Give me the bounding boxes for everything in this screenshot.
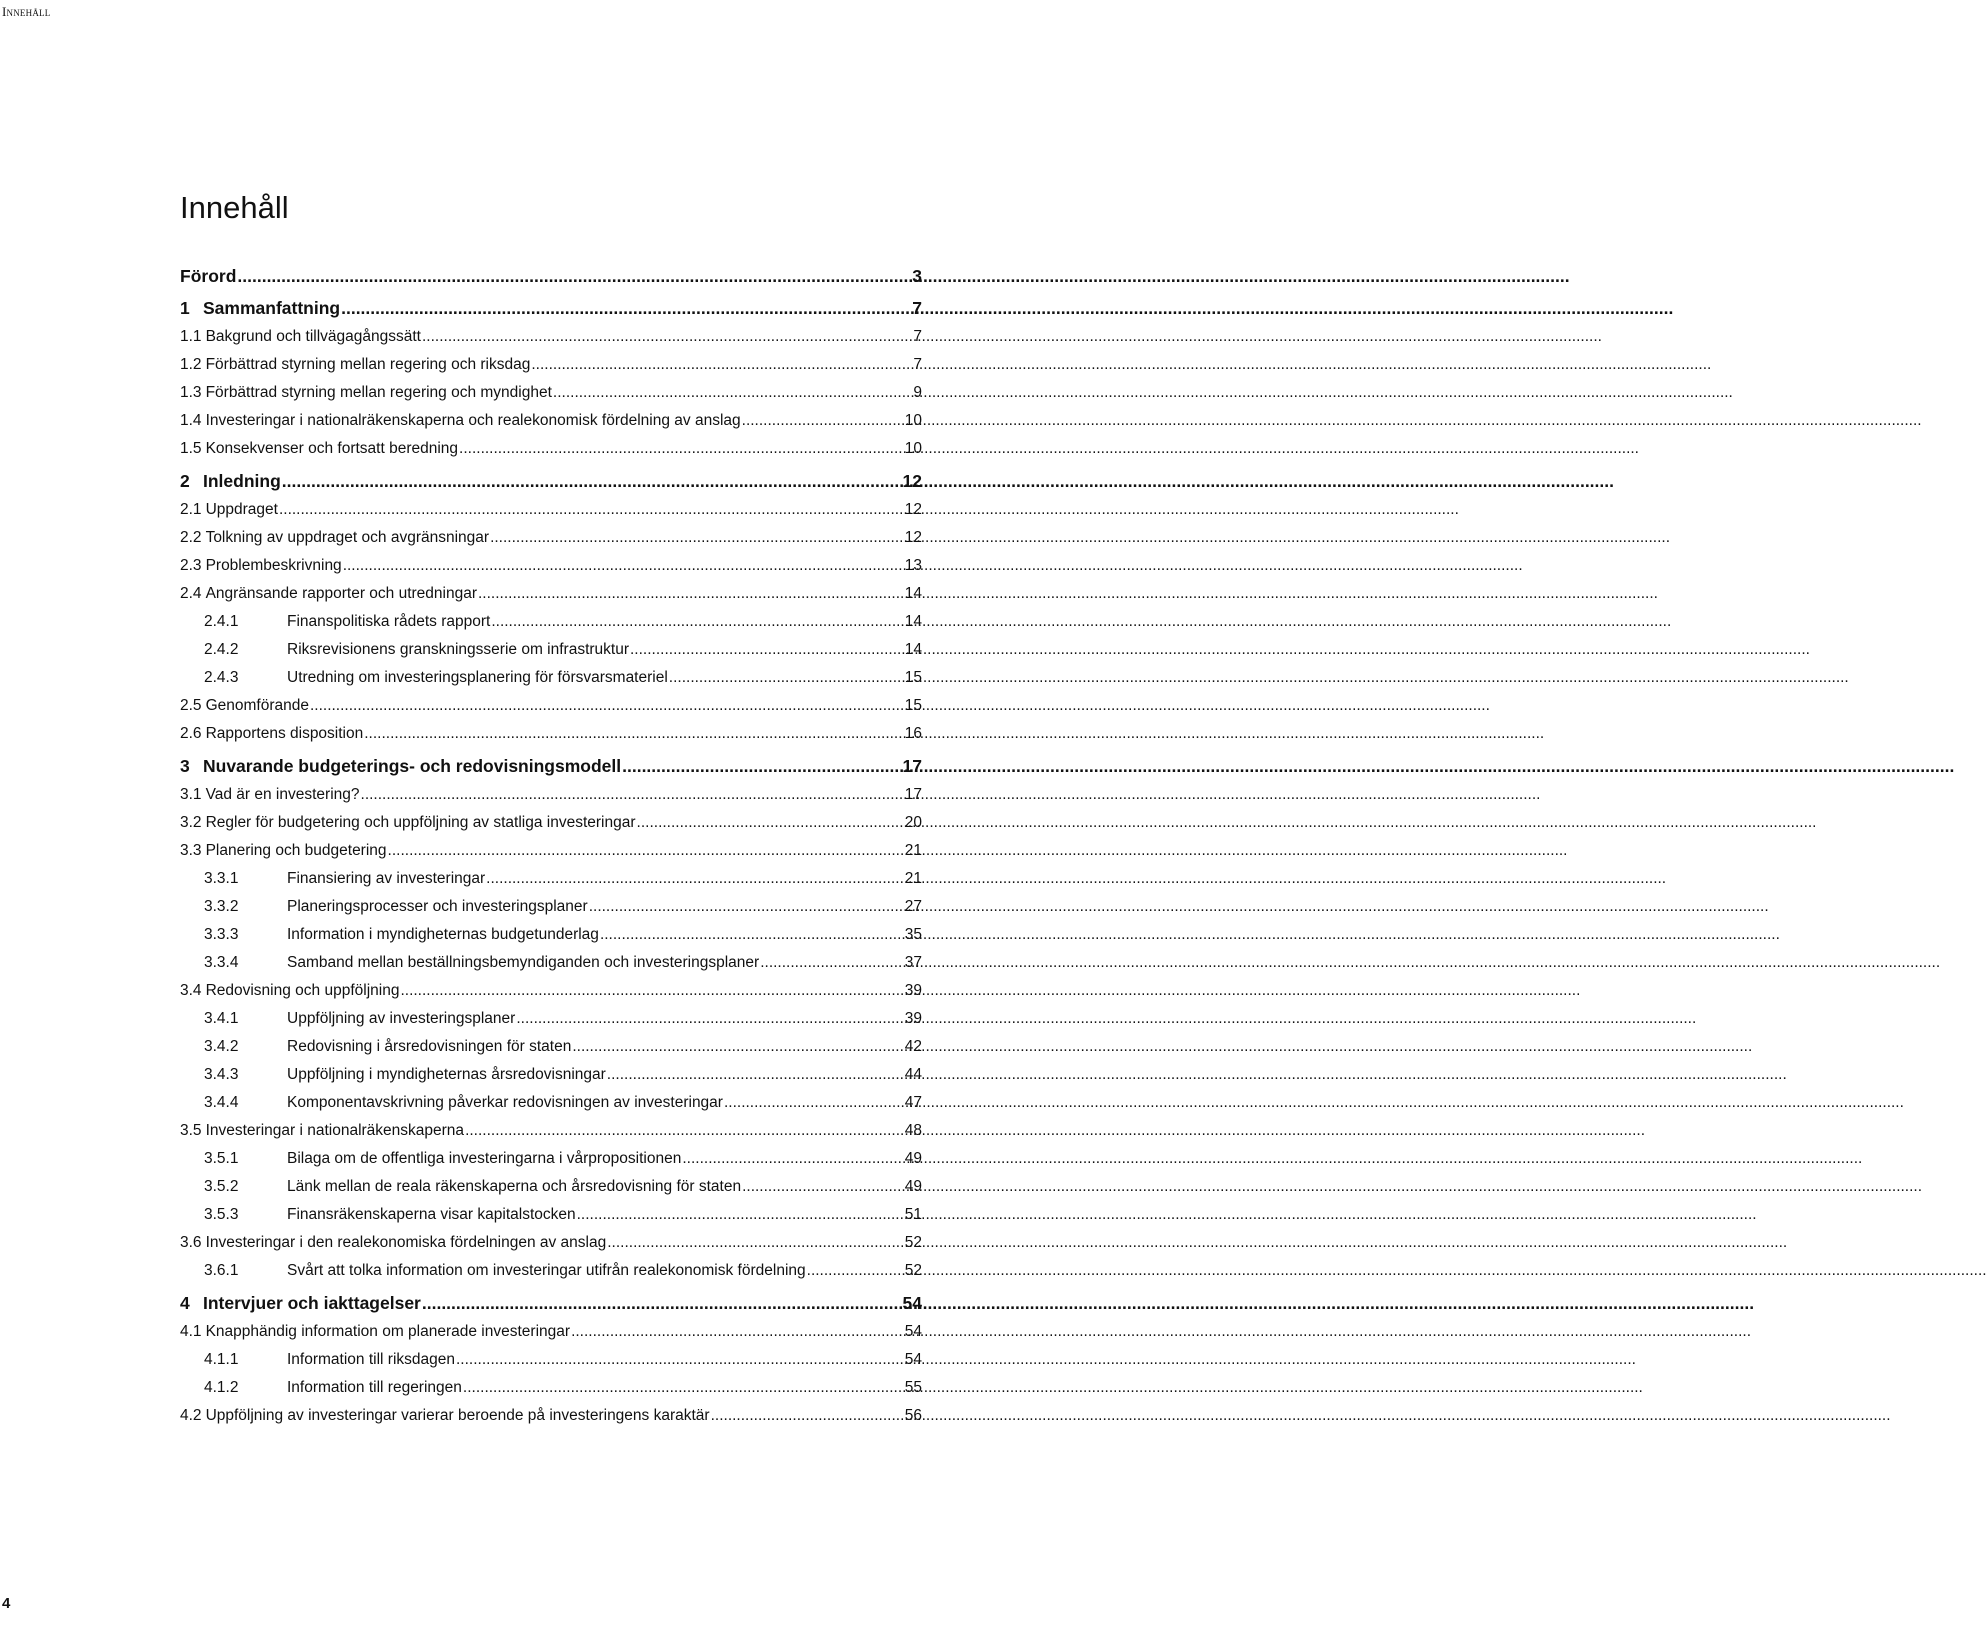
toc-entry[interactable] (180, 921, 922, 949)
toc-entry-number: 1.4 (180, 412, 202, 429)
toc-entry-label: Vad är en investering? (205, 786, 360, 803)
toc-entry-label: Intervjuer och iakttagelser (203, 1293, 421, 1313)
toc-entry-number: 3.5.2 (204, 1178, 239, 1195)
toc-entry[interactable] (180, 351, 922, 379)
dot-leader (456, 1346, 904, 1374)
toc-entry-number: 2.4.3 (204, 669, 239, 686)
toc-entry-label: Riksrevisionens granskningsserie om infrastruktur (287, 641, 629, 658)
toc-entry-page: 15 (904, 697, 922, 714)
toc-entry-page: 7 (913, 356, 922, 373)
toc-entry-label: Investeringar i den realekonomiska fördelningen av anslag (205, 1234, 607, 1251)
toc-entry-label: Regler för budgetering och uppföljning av statliga investeringar (205, 814, 636, 831)
toc-entry-number: 3.3 (180, 842, 202, 859)
dot-leader (516, 1005, 903, 1033)
toc-entry-page: 14 (904, 641, 922, 658)
toc-entry-label: Finansräkenskaperna visar kapitalstocken (287, 1206, 576, 1223)
dot-leader (622, 751, 901, 781)
dot-leader (637, 809, 904, 837)
toc-entry-page: 52 (904, 1262, 922, 1279)
toc-entry-label: Konsekvenser och fortsatt beredning (205, 440, 459, 457)
toc-entry-number: 4.2 (180, 1407, 202, 1424)
toc-entry-label: Svårt att tolka information om investeringar utifrån realekonomisk fördelning (287, 1262, 806, 1279)
toc-entry-page: 51 (904, 1206, 922, 1223)
dot-leader (422, 323, 912, 351)
toc-entry-number: 4.1.1 (204, 1351, 239, 1368)
toc-entry-page: 21 (904, 870, 922, 887)
toc-entry-label: Uppföljning av investeringar varierar beroende på investeringens karaktär (205, 1407, 710, 1424)
toc-entry-label: Information till riksdagen (287, 1351, 455, 1368)
toc-entry-number: 3.4.2 (204, 1038, 239, 1055)
toc-entry-number: 2.4.2 (204, 641, 239, 658)
toc-entry-number: 3.3.2 (204, 898, 239, 915)
toc-entry-page: 27 (904, 898, 922, 915)
dot-leader (553, 379, 912, 407)
toc-entry-page: 49 (904, 1150, 922, 1167)
toc-entry[interactable] (180, 1288, 922, 1318)
toc-entry[interactable] (180, 496, 922, 524)
toc-entry[interactable] (180, 837, 922, 865)
dot-leader (465, 1117, 904, 1145)
toc-entry-label: Redovisning i årsredovisningen för staten (287, 1038, 572, 1055)
dot-leader (589, 893, 904, 921)
toc-entry[interactable] (180, 323, 922, 351)
toc-entry-label: Uppdraget (205, 501, 278, 518)
toc-entry-page: 14 (904, 613, 922, 630)
dot-leader (669, 664, 904, 692)
toc-entry[interactable] (180, 977, 922, 1005)
toc-entry-number: 2.4 (180, 585, 202, 602)
toc-entry-label: Förbättrad styrning mellan regering och myndighet (205, 384, 552, 401)
toc-entry-page: 56 (904, 1407, 922, 1424)
dot-leader (388, 837, 904, 865)
toc-entry-label: Förord (180, 266, 237, 286)
dot-leader (361, 781, 904, 809)
toc-entry-label: Finanspolitiska rådets rapport (287, 613, 491, 630)
toc-entry-page: 54 (904, 1323, 922, 1340)
dot-leader (742, 407, 904, 435)
toc-entry-page: 42 (904, 1038, 922, 1055)
toc-entry[interactable] (180, 435, 922, 463)
dot-leader (459, 435, 904, 463)
toc-entry-page: 55 (904, 1379, 922, 1396)
toc-entry[interactable] (180, 580, 922, 608)
dot-leader (760, 949, 904, 977)
toc-entry-label: Information till regeringen (287, 1379, 462, 1396)
dot-leader (341, 293, 911, 323)
toc-entry[interactable] (180, 949, 922, 977)
toc-entry-number: 2.3 (180, 557, 202, 574)
toc-entry-number: 3.4 (180, 982, 202, 999)
toc-entry[interactable] (180, 1033, 922, 1061)
dot-leader (572, 1033, 903, 1061)
toc-entry-page: 49 (904, 1178, 922, 1195)
toc-entry-number: 3.1 (180, 786, 202, 803)
toc-entry-page: 7 (913, 328, 922, 345)
dot-leader (531, 351, 912, 379)
toc-entry-page: 21 (904, 842, 922, 859)
toc-entry-label: Rapportens disposition (205, 725, 364, 742)
toc-entry-page: 3 (912, 266, 922, 286)
dot-leader (364, 720, 904, 748)
toc-entry-page: 17 (902, 756, 922, 776)
toc-entry-number: 2.1 (180, 501, 202, 518)
dot-leader (486, 865, 904, 893)
dot-leader (310, 692, 904, 720)
toc-entry-label: Investeringar i nationalräkenskaperna och realekonomisk fördelning av anslag (205, 412, 741, 429)
toc-entry-number: 3.6.1 (204, 1262, 239, 1279)
toc-entry-label: Länk mellan de reala räkenskaperna och årsredovisning för staten (287, 1178, 742, 1195)
toc-entry[interactable] (180, 1257, 922, 1285)
toc-entry-label: Investeringar i nationalräkenskaperna (205, 1122, 465, 1139)
toc-entry-page: 54 (904, 1351, 922, 1368)
table-of-contents (180, 262, 922, 1430)
dot-leader (742, 1173, 904, 1201)
toc-entry-number: 3.4.3 (204, 1066, 239, 1083)
toc-entry[interactable] (180, 865, 922, 893)
toc-entry-page: 48 (904, 1122, 922, 1139)
toc-entry[interactable] (180, 524, 922, 552)
dot-leader (630, 636, 904, 664)
toc-entry-page: 12 (902, 471, 922, 491)
dot-leader (491, 608, 903, 636)
toc-entry[interactable] (180, 1089, 922, 1117)
dot-leader (600, 921, 904, 949)
toc-entry-page: 37 (904, 954, 922, 971)
toc-entry-number: 3.4.1 (204, 1010, 239, 1027)
toc-entry-page: 35 (904, 926, 922, 943)
toc-entry-label: Utredning om investeringsplanering för försvarsmateriel (287, 669, 668, 686)
dot-leader (343, 552, 904, 580)
toc-entry-number: 4.1 (180, 1323, 202, 1340)
toc-entry[interactable] (180, 466, 922, 496)
toc-entry[interactable] (180, 893, 922, 921)
dot-leader (577, 1201, 904, 1229)
toc-entry-page: 17 (904, 786, 922, 803)
toc-entry-number: 1.3 (180, 384, 202, 401)
toc-entry-number: 2.2 (180, 529, 202, 546)
toc-entry-number: 2.4.1 (204, 613, 239, 630)
toc-entry-label: Redovisning och uppföljning (205, 982, 400, 999)
dot-leader (279, 496, 904, 524)
toc-entry-page: 39 (904, 1010, 922, 1027)
toc-entry[interactable] (180, 1229, 922, 1257)
running-header: Innehåll (2, 4, 51, 19)
toc-entry-page: 54 (902, 1293, 922, 1313)
toc-entry[interactable] (180, 1005, 922, 1033)
toc-entry-label: Problembeskrivning (205, 557, 342, 574)
toc-entry-number: 2 (180, 471, 190, 491)
toc-entry-label: Förbättrad styrning mellan regering och riksdag (205, 356, 531, 373)
toc-entry-page: 52 (904, 1234, 922, 1251)
toc-entry-number: 2.6 (180, 725, 202, 742)
toc-entry-number: 1.5 (180, 440, 202, 457)
toc-entry[interactable] (180, 552, 922, 580)
toc-entry[interactable] (180, 809, 922, 837)
toc-entry-page: 20 (904, 814, 922, 831)
toc-entry-label: Bilaga om de offentliga investeringarna i vårpropositionen (287, 1150, 682, 1167)
toc-entry-label: Bakgrund och tillvägagångssätt (205, 328, 421, 345)
toc-entry[interactable] (180, 1061, 922, 1089)
toc-entry-page: 14 (904, 585, 922, 602)
toc-entry-label: Sammanfattning (203, 298, 341, 318)
toc-entry[interactable] (180, 751, 922, 781)
toc-entry-label: Information i myndigheternas budgetunderlag (287, 926, 599, 943)
dot-leader (724, 1089, 904, 1117)
toc-entry[interactable] (180, 379, 922, 407)
toc-entry-label: Planering och budgetering (205, 842, 387, 859)
toc-entry[interactable] (180, 1201, 922, 1229)
toc-entry-number: 3.5.3 (204, 1206, 239, 1223)
page-number: 4 (2, 1595, 11, 1612)
toc-entry[interactable] (180, 1402, 922, 1430)
toc-entry-page: 13 (904, 557, 922, 574)
toc-entry-page: 9 (913, 384, 922, 401)
toc-entry[interactable] (180, 664, 922, 692)
toc-entry-label: Genomförande (205, 697, 309, 714)
dot-leader (490, 524, 904, 552)
toc-entry[interactable] (180, 1346, 922, 1374)
dot-leader (571, 1318, 904, 1346)
toc-entry-number: 4.1.2 (204, 1379, 239, 1396)
dot-leader (237, 262, 911, 290)
toc-entry-number: 3.3.3 (204, 926, 239, 943)
toc-entry-number: 3.5.1 (204, 1150, 239, 1167)
toc-entry[interactable] (180, 1173, 922, 1201)
toc-entry-number: 3.5 (180, 1122, 202, 1139)
dot-leader (400, 977, 903, 1005)
toc-entry-page: 16 (904, 725, 922, 742)
toc-entry-label: Knapphändig information om planerade investeringar (205, 1323, 571, 1340)
dot-leader (478, 580, 904, 608)
toc-entry-label: Nuvarande budgeterings- och redovisningsmodell (203, 756, 622, 776)
toc-entry[interactable] (180, 1145, 922, 1173)
toc-entry-label: Samband mellan beställningsbemyndiganden och investeringsplaner (287, 954, 760, 971)
toc-entry-page: 44 (904, 1066, 922, 1083)
toc-entry-page: 12 (904, 529, 922, 546)
toc-entry-page: 12 (904, 501, 922, 518)
toc-entry-page: 39 (904, 982, 922, 999)
toc-entry-number: 1 (180, 298, 190, 318)
page-title: Innehåll (180, 190, 289, 225)
dot-leader (711, 1402, 904, 1430)
toc-entry-page: 47 (904, 1094, 922, 1111)
toc-entry[interactable] (180, 293, 922, 323)
toc-entry[interactable] (180, 1117, 922, 1145)
toc-entry[interactable] (180, 1374, 922, 1402)
dot-leader (463, 1374, 904, 1402)
toc-entry-page: 10 (904, 440, 922, 457)
toc-entry-label: Uppföljning av investeringsplaner (287, 1010, 516, 1027)
dot-leader (282, 466, 902, 496)
toc-entry[interactable] (180, 1318, 922, 1346)
toc-entry-number: 4 (180, 1293, 190, 1313)
toc-entry-page: 10 (904, 412, 922, 429)
dot-leader (682, 1145, 903, 1173)
toc-entry-number: 2.5 (180, 697, 202, 714)
toc-entry-page: 7 (912, 298, 922, 318)
toc-entry-label: Angränsande rapporter och utredningar (205, 585, 477, 602)
toc-entry[interactable] (180, 720, 922, 748)
toc-entry-label: Finansiering av investeringar (287, 870, 486, 887)
dot-leader (422, 1288, 902, 1318)
toc-entry-number: 3.4.4 (204, 1094, 239, 1111)
toc-entry[interactable] (180, 262, 922, 290)
toc-entry-label: Uppföljning i myndigheternas årsredovisningar (287, 1066, 606, 1083)
toc-entry-number: 3.2 (180, 814, 202, 831)
toc-entry-page: 15 (904, 669, 922, 686)
toc-entry[interactable] (180, 781, 922, 809)
toc-entry-label: Inledning (203, 471, 281, 491)
toc-entry-number: 3 (180, 756, 190, 776)
toc-entry-label: Planeringsprocesser och investeringsplaner (287, 898, 588, 915)
dot-leader (607, 1061, 904, 1089)
toc-entry-number: 3.6 (180, 1234, 202, 1251)
toc-entry-number: 3.3.4 (204, 954, 239, 971)
dot-leader (607, 1229, 904, 1257)
toc-entry-label: Komponentavskrivning påverkar redovisningen av investeringar (287, 1094, 723, 1111)
toc-entry[interactable] (180, 608, 922, 636)
toc-entry-number: 1.1 (180, 328, 202, 345)
toc-entry[interactable] (180, 407, 922, 435)
toc-entry-label: Tolkning av uppdraget och avgränsningar (205, 529, 490, 546)
toc-entry[interactable] (180, 636, 922, 664)
toc-entry-number: 1.2 (180, 356, 202, 373)
toc-entry[interactable] (180, 692, 922, 720)
dot-leader (807, 1257, 904, 1285)
toc-entry-number: 3.3.1 (204, 870, 239, 887)
